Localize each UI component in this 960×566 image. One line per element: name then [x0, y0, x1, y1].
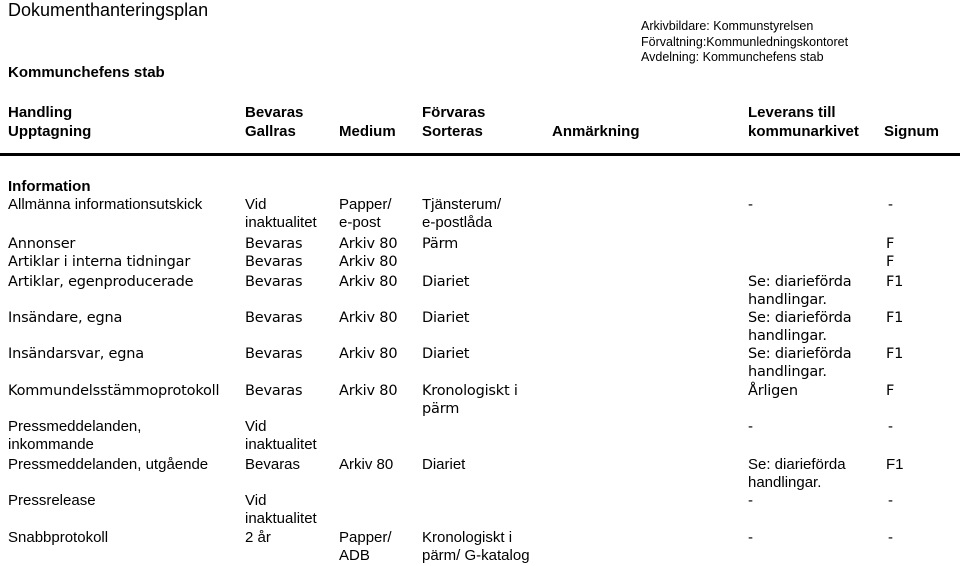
cell-handling: Pressrelease	[8, 492, 96, 509]
cell-leverans: Årligen	[748, 383, 798, 399]
cell-signum: -	[888, 492, 893, 509]
cell-bevaras: Bevaras	[245, 236, 303, 252]
cell-medium: Arkiv 80	[339, 274, 398, 290]
header-bevaras-line2: Gallras	[245, 123, 296, 140]
cell-leverans: -	[748, 529, 753, 546]
header-handling-line2: Upptagning	[8, 123, 92, 140]
cell-bevaras: 2 år	[245, 529, 271, 546]
cell-leverans: -	[748, 196, 753, 213]
cell-bevaras: Vid inaktualitet	[245, 492, 317, 527]
cell-medium: Arkiv 80	[339, 456, 394, 473]
cell-forvaras: Diariet	[422, 346, 470, 362]
cell-handling: Pressmeddelanden, utgående	[8, 456, 209, 473]
cell-handling: Snabbprotokoll	[8, 529, 109, 546]
cell-handling: Insändare, egna	[8, 310, 123, 326]
cell-leverans: Se: diarieförda handlingar.	[748, 456, 846, 491]
cell-forvaras: Diariet	[422, 310, 470, 326]
cell-handling: Insändarsvar, egna	[8, 346, 144, 362]
cell-handling: Kommundelsstämmoprotokoll	[8, 383, 220, 399]
cell-medium: Papper/ ADB	[339, 529, 392, 564]
cell-handling: Allmänna informationsutskick	[8, 196, 203, 213]
cell-bevaras: Bevaras	[245, 254, 303, 270]
header-leverans-line2: kommunarkivet	[748, 123, 859, 140]
column-header-anmarkning: Anmärkning	[552, 123, 640, 140]
cell-forvaras: Kronologiskt i pärm	[422, 383, 518, 417]
column-header-leverans	[748, 103, 859, 141]
cell-medium: Arkiv 80	[339, 346, 398, 362]
cell-medium: Papper/ e-post	[339, 196, 392, 231]
cell-forvaras: Pärm	[422, 236, 459, 252]
section-title: Information	[8, 178, 91, 195]
cell-leverans: -	[748, 418, 753, 435]
cell-signum: F	[886, 254, 895, 270]
document-title: Dokumenthanteringsplan	[8, 0, 209, 20]
meta-avdelning: Avdelning: Kommunchefens stab	[641, 50, 824, 64]
cell-signum: -	[888, 418, 893, 435]
column-header-handling	[8, 103, 91, 141]
cell-forvaras: Diariet	[422, 274, 470, 290]
cell-leverans: Se: diarieförda handlingar.	[748, 310, 852, 344]
cell-handling: Annonser	[8, 236, 76, 252]
cell-bevaras: Bevaras	[245, 274, 303, 290]
cell-leverans: Se: diarieförda handlingar.	[748, 274, 852, 308]
document-meta	[641, 19, 848, 66]
cell-signum: F1	[886, 346, 904, 362]
cell-handling: Pressmeddelanden, inkommande	[8, 418, 142, 453]
cell-signum: -	[888, 529, 893, 546]
cell-bevaras: Bevaras	[245, 383, 303, 399]
header-forvaras-line1: Förvaras	[422, 104, 486, 121]
cell-forvaras: Tjänsterum/ e-postlåda	[422, 196, 502, 231]
cell-signum: F1	[886, 310, 904, 326]
cell-leverans: -	[748, 492, 753, 509]
cell-signum: F1	[886, 274, 904, 290]
header-forvaras-line2: Sorteras	[422, 123, 483, 140]
header-handling-line1: Handling	[8, 104, 73, 121]
cell-medium: Arkiv 80	[339, 310, 398, 326]
cell-bevaras: Vid inaktualitet	[245, 196, 317, 231]
column-header-bevaras	[245, 103, 303, 141]
cell-bevaras: Vid inaktualitet	[245, 418, 317, 453]
cell-handling: Artiklar i interna tidningar	[8, 254, 191, 270]
cell-handling: Artiklar, egenproducerade	[8, 274, 194, 290]
cell-medium: Arkiv 80	[339, 383, 398, 399]
department-title: Kommunchefens stab	[8, 64, 165, 81]
cell-signum: F	[886, 383, 895, 399]
column-header-signum: Signum	[884, 123, 939, 140]
cell-leverans: Se: diarieförda handlingar.	[748, 346, 852, 380]
cell-forvaras: Kronologiskt i pärm/ G-katalog	[422, 529, 530, 564]
cell-bevaras: Bevaras	[245, 346, 303, 362]
column-header-medium: Medium	[339, 123, 396, 140]
cell-signum: F1	[886, 456, 904, 473]
cell-signum: F	[886, 236, 895, 252]
cell-medium: Arkiv 80	[339, 236, 398, 252]
meta-arkivbildare: Arkivbildare: Kommunstyrelsen	[641, 19, 814, 33]
cell-forvaras: Diariet	[422, 456, 466, 473]
header-bevaras-line1: Bevaras	[245, 104, 304, 121]
header-divider	[0, 153, 960, 156]
cell-medium: Arkiv 80	[339, 254, 398, 270]
meta-forvaltning: Förvaltning:Kommunledningskontoret	[641, 34, 849, 49]
column-header-forvaras	[422, 103, 485, 141]
cell-bevaras: Bevaras	[245, 310, 303, 326]
cell-signum: -	[888, 196, 893, 213]
cell-bevaras: Bevaras	[245, 456, 301, 473]
header-leverans-line1: Leverans till	[748, 104, 836, 121]
